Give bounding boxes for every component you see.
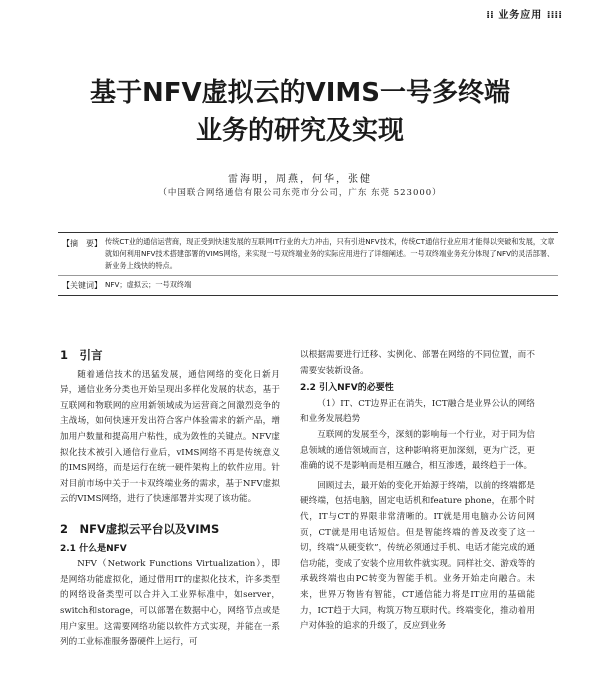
section-2-heading: 2 NFV虚拟云平台以及VIMS	[60, 521, 220, 536]
header-right-bars: ⁞⁞⁞⁞	[546, 10, 562, 21]
abstract-text: 传统CT业的通信运营商，现正受到快速发展的互联网IT行业的大力冲击，只有引进NFV技术，传统CT通信行业应用才能得以突破和发展，文章就如何利用NFV技术搭建部署的VIMS网络，来实现一号双终端业务的实际应用进行了详细阐述。一号双终端业务充分体现了NFV的灵活部署、新业务上线快的特点。	[105, 237, 555, 270]
title-line-1: 基于NFV虚拟云的VIMS一号多终端	[89, 78, 511, 108]
section-2-2-paragraph-1: 互联网的发展至今，深刻的影响每一个行业，对于同为信息领域的通信领域而言，这种影响将更加深刻，更为广泛，更准确的说不是影响而是相互融合，相互渗透，最终趋于一体。	[300, 429, 535, 472]
section-2-2-paragraph-2: 回顾过去，最开始的变化开始源于终端，以前的终端都是硬终端，包括电脑，固定电话机和feature phone，在那个时代，IT与CT的界限非常清晰的。IT就是用电脑办公访问网页，CT就是用电话短信。但是智能终端的普及改变了这一切，终端“从硬变软”，传统必须通过手机、电话才能完成的通信功能，变成了安装个应用软件就实现。同样社交、游戏等的承载终端也由PC转变为智能手机。业务开始走向融合。未来，世界万物皆有智能，CT通信能力将是IT应用的基础能力，ICT趋于大同，构筑万物互联时代。终端变化，推动着用户对体验的追求的升级了，反应到业务	[300, 480, 535, 632]
abstract-bottom-rule	[58, 295, 558, 296]
section-2-1-heading: 2.1 什么是NFV	[60, 543, 127, 554]
section-label: 业务应用	[498, 10, 543, 21]
title-line-2: 业务的研究及实现	[195, 116, 404, 146]
running-header	[486, 6, 562, 21]
section-2-2-subheading: （1）IT、CT边界正在消失，ICT融合是业界公认的网络和业务发展趋势	[300, 398, 535, 425]
section-1-paragraph: 随着通信技术的迅猛发展，通信网络的变化日新月异，通信业务分类也开始呈现出多样化发展的状态，基于互联网和物联网的应用新领域成为运营商之间激烈竞争的主战场，如何快速开发出符合客户体验需求的新产品，增加用户数量和提高用户粘性，成为敛性的关键点。NFV虚拟化技术被引入通信行业后，vIMS网络不再是传统意义的IMS网络，而是运行在统一硬件架构上的软件应用。针对目前市场中关于一卡双终端业务的需求，基于NFV虚拟云的VIMS网络，进行了快速部署并实现了该功能。	[60, 369, 280, 505]
section-1-heading: 1 引言	[60, 348, 103, 362]
abstract-mid-rule	[58, 275, 558, 276]
abstract-label: 【摘 要】	[62, 239, 102, 248]
header-left-bars: ⁞⁞	[486, 10, 494, 21]
keywords-label: 【关键词】	[62, 281, 102, 290]
authors: 雷海明，周燕，何华，张健	[228, 174, 372, 185]
section-2-1-paragraph: NFV（Network Functions Virtualization），即是网络功能虚拟化，通过借用IT的虚拟化技术，许多类型的网络设备类型可以合并入工业界标准中，如server，switch和storage，可以部署在数据中心，网络节点或是用户家里。这需要网络功能以软件方式实现，并能在一系列的工业标准服务器硬件上运行，可	[60, 559, 280, 648]
right-top-paragraph: 以根据需要进行迁移、实例化、部署在网络的不同位置，而不需要安装新设备。	[300, 350, 535, 376]
keywords-text: NFV；虚拟云；一号双终端	[105, 280, 192, 289]
left-column	[60, 348, 280, 651]
affiliation: （中国联合网络通信有限公司东莞市分公司，广东 东莞 523000）	[158, 188, 442, 198]
section-2-2-heading: 2.2 引入NFV的必要性	[300, 383, 394, 394]
abstract-top-rule	[58, 232, 558, 233]
right-column	[300, 348, 535, 635]
